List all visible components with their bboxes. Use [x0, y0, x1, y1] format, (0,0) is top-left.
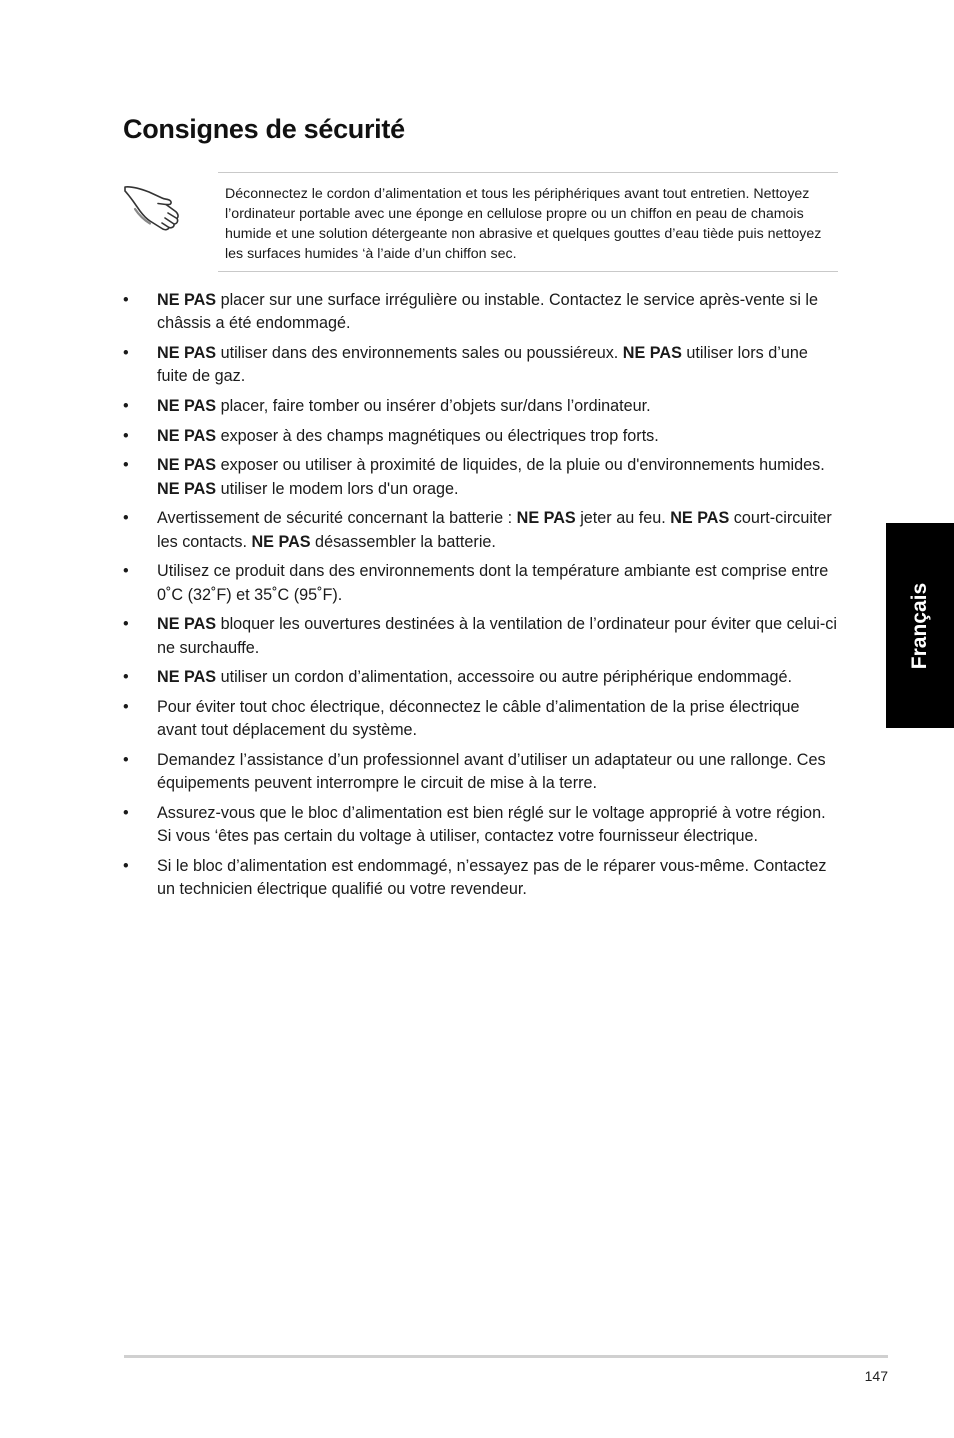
language-side-tab-label: Français — [908, 582, 931, 669]
warning-emphasis: NE PAS — [670, 509, 730, 528]
warning-emphasis: NE PAS — [157, 291, 217, 309]
safety-bullet-item — [123, 855, 839, 902]
safety-bullet-item — [123, 749, 839, 796]
footer-divider — [124, 1355, 888, 1358]
bullet-text: utiliser le modem lors d'un orage. — [216, 479, 459, 498]
bullet-marker: • — [123, 856, 129, 875]
bullet-text: placer, faire tomber ou insérer d’objets sur/dans l’ordinateur. — [216, 397, 651, 415]
warning-emphasis: NE PAS — [157, 426, 217, 445]
bullet-text: utiliser dans des environnements sales ou poussiéreux. — [216, 344, 623, 362]
bullet-text: bloquer les ouvertures destinées à la ventilation de l’ordinateur pour éviter que celui-ci ne surchauffe. — [157, 615, 837, 657]
bullet-text: Assurez-vous que le bloc d’alimentation est bien réglé sur le voltage approprié à votre région. Si vous ‘êtes pas certain du voltage à utiliser, contactez votre fournisseur électrique. — [157, 803, 826, 846]
safety-bullet-item — [123, 560, 839, 607]
bullet-marker: • — [123, 750, 129, 769]
warning-emphasis: NE PAS — [622, 344, 682, 362]
bullet-text: utiliser lors d’une fuite de gaz. — [157, 344, 808, 386]
pointing-hand-icon — [122, 180, 184, 232]
safety-bullet-item — [123, 342, 839, 389]
bullet-text: utiliser un cordon d’alimentation, accessoire ou autre périphérique endommagé. — [216, 668, 792, 687]
bullet-text: placer sur une surface irrégulière ou instable. Contactez le service après-vente si le châssis a été endommagé. — [157, 291, 819, 333]
page-title: Consignes de sécurité — [123, 114, 405, 144]
note-text: Déconnectez le cordon d’alimentation et tous les périphériques avant tout entretien. Nettoyez l’ordinateur portable avec une éponge en cellulose propre ou un chiffon en peau de chamois humide et une solution détergeante non abrasive et quelques gouttes d’eau tiède puis nettoyez les surfaces humides ‘à l’aide d’un chiffon sec. — [225, 186, 822, 262]
bullet-text: désassembler la batterie. — [310, 532, 496, 551]
bullet-marker: • — [123, 397, 129, 415]
bullet-text: Pour éviter tout choc électrique, déconnectez le câble d’alimentation de la prise électrique avant tout déplacement du système. — [157, 697, 800, 740]
bullet-text: Si le bloc d’alimentation est endommagé, n’essayez pas de le réparer vous-même. Contactez un technicien électrique qualifié ou votre revendeur. — [157, 856, 827, 899]
warning-emphasis: NE PAS — [157, 668, 217, 687]
warning-emphasis: NE PAS — [157, 456, 217, 475]
bullet-marker: • — [123, 456, 129, 475]
bullet-text: jeter au feu. — [575, 509, 671, 528]
safety-bullet-item — [123, 289, 839, 336]
safety-bullet-list — [123, 289, 839, 908]
safety-bullet-item — [123, 395, 839, 418]
bullet-marker: • — [123, 344, 129, 362]
warning-emphasis: NE PAS — [157, 397, 217, 415]
bullet-text: exposer à des champs magnétiques ou électriques trop forts. — [216, 426, 659, 445]
bullet-marker: • — [123, 697, 129, 716]
safety-bullet-item — [123, 507, 839, 554]
bullet-marker: • — [123, 615, 129, 634]
warning-emphasis: NE PAS — [251, 532, 311, 551]
bullet-marker: • — [123, 562, 129, 581]
safety-bullet-item — [123, 425, 839, 448]
warning-emphasis: NE PAS — [157, 344, 217, 362]
safety-bullet-item — [123, 454, 839, 501]
warning-emphasis: NE PAS — [516, 509, 576, 528]
bullet-marker: • — [123, 426, 129, 445]
bullet-marker: • — [123, 509, 129, 528]
bullet-marker: • — [123, 291, 129, 309]
page-number: 147 — [864, 1368, 888, 1384]
bullet-text: exposer ou utiliser à proximité de liquides, de la pluie ou d'environnements humides. — [216, 456, 825, 475]
bullet-text: Demandez l’assistance d’un professionnel avant d’utiliser un adaptateur ou une rallonge. Ces équipements peuvent interrompre le circuit de mise à la terre. — [157, 750, 826, 793]
safety-bullet-item — [123, 666, 839, 689]
bullet-marker: • — [123, 803, 129, 822]
safety-bullet-item — [123, 696, 839, 743]
safety-bullet-item — [123, 802, 839, 849]
warning-emphasis: NE PAS — [157, 615, 217, 634]
language-side-tab — [886, 523, 954, 728]
bullet-text: Utilisez ce produit dans des environnements dont la température ambiante est comprise entre 0˚C (32˚F) et 35˚C (95˚F). — [157, 562, 829, 604]
bullet-text: Avertissement de sécurité concernant la batterie : — [157, 509, 517, 528]
note-box — [218, 172, 838, 272]
bullet-text: court-circuiter les contacts. — [157, 509, 832, 551]
safety-bullet-item — [123, 613, 839, 660]
bullet-marker: • — [123, 668, 129, 687]
warning-emphasis: NE PAS — [157, 479, 217, 498]
